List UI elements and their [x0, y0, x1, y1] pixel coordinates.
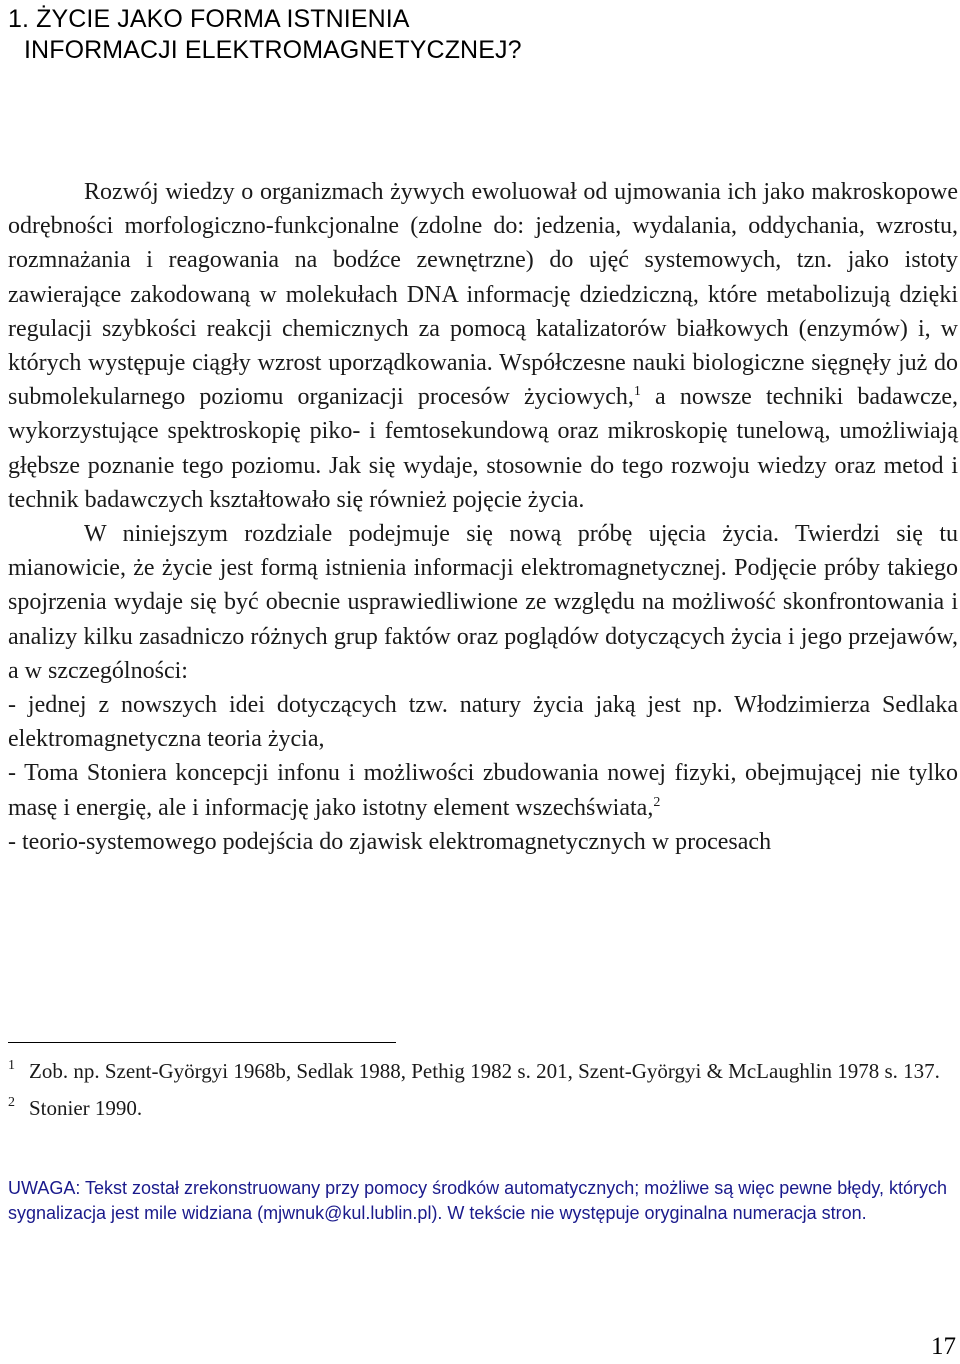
- footnote-ref-1: 1: [633, 384, 641, 400]
- footnote-separator: [8, 1042, 396, 1043]
- chapter-heading-line-1: 1. ŻYCIE JAKO FORMA ISTNIENIA: [8, 5, 410, 33]
- list-item-3: - teorio-systemowego podejścia do zjawisk elektromagnetycznych w procesach: [8, 828, 772, 855]
- footnotes: [8, 1056, 958, 1124]
- footnote-2-text: Stonier 1990.: [29, 1096, 143, 1120]
- footnote-1-mark: 1: [8, 1058, 15, 1073]
- reconstruction-notice: UWAGA: Tekst został zrekonstruowany przy pomocy środków automatycznych; możliwe są więc pewne błędy, których sygnalizacja jest mile widziana (mjwnuk@kul.lublin.pl). W tekście nie występuje oryginalna numeracja stron.: [8, 1178, 948, 1223]
- page-number: 17: [931, 1333, 956, 1360]
- paragraph-1: [8, 175, 958, 517]
- paragraph-1-part-2: a nowsze techniki badawcze, wykorzystujące spektroskopię piko- i femtosekundową oraz mikroskopię tunelową, umożliwiają głębsze poznanie tego poziomu. Jak się wydaje, stosownie do tego rozwoju wiedzy oraz metod i technik badawczych kształtowało się również pojęcie życia.: [8, 384, 958, 513]
- list-item-2: [8, 756, 958, 824]
- paragraph-1-part-1: Rozwój wiedzy o organizmach żywych ewoluował od ujmowania ich jako makroskopowe odrębności morfologiczno-funkcjonalne (zdolne do: jedzenia, wydalania, oddychania, wzrostu, rozmnażania i reagowania na bodźce zewnętrzne) do ujęć systemowych, tzn. jako istoty zawierające zakodowaną w molekułach DNA informację dziedziczną, które metabolizują dzięki regulacji szybkości reakcji chemicznych za pomocą katalizatorów białkowych (enzymów) i, w których występuje ciągły wzrost uporządkowania. Współczesne nauki biologiczne sięgnęły już do submolekularnego poziomu organizacji procesów życiowych,: [8, 179, 958, 411]
- footnote-1-text: Zob. np. Szent-Györgyi 1968b, Sedlak 1988, Pethig 1982 s. 201, Szent-Györgyi & McLaughlin 1978 s. 137.: [29, 1059, 940, 1083]
- footnote-2-mark: 2: [8, 1095, 15, 1110]
- main-text: [8, 175, 958, 859]
- list-item-1: - jednej z nowszych idei dotyczących tzw. natury życia jaką jest np. Włodzimierza Sedlaka elektromagnetyczna teoria życia,: [8, 692, 958, 753]
- chapter-heading-line-2: INFORMACJI ELEKTROMAGNETYCZNEJ?: [24, 36, 522, 64]
- footnote-1: [8, 1056, 958, 1087]
- chapter-heading: [8, 4, 522, 66]
- list-item-2-text: - Toma Stoniera koncepcji infonu i możliwości zbudowania nowej fizyki, obejmującej nie tylko masę i energię, ale i informację jako istotny element wszechświata,: [8, 760, 958, 821]
- footnote-2: [8, 1093, 958, 1124]
- paragraph-2: W niniejszym rozdziale podejmuje się nową próbę ujęcia życia. Twierdzi się tu mianowicie, że życie jest formą istnienia informacji elektromagnetycznej. Podjęcie próby takiego spojrzenia wydaje się być obecnie usprawiedliwione ze względu na możliwość skonfrontowania i analizy kilku zasadniczo różnych grup faktów oraz poglądów dotyczących życia i jego przejawów, a w szczególności:: [8, 521, 958, 684]
- footnote-ref-2: 2: [653, 794, 661, 810]
